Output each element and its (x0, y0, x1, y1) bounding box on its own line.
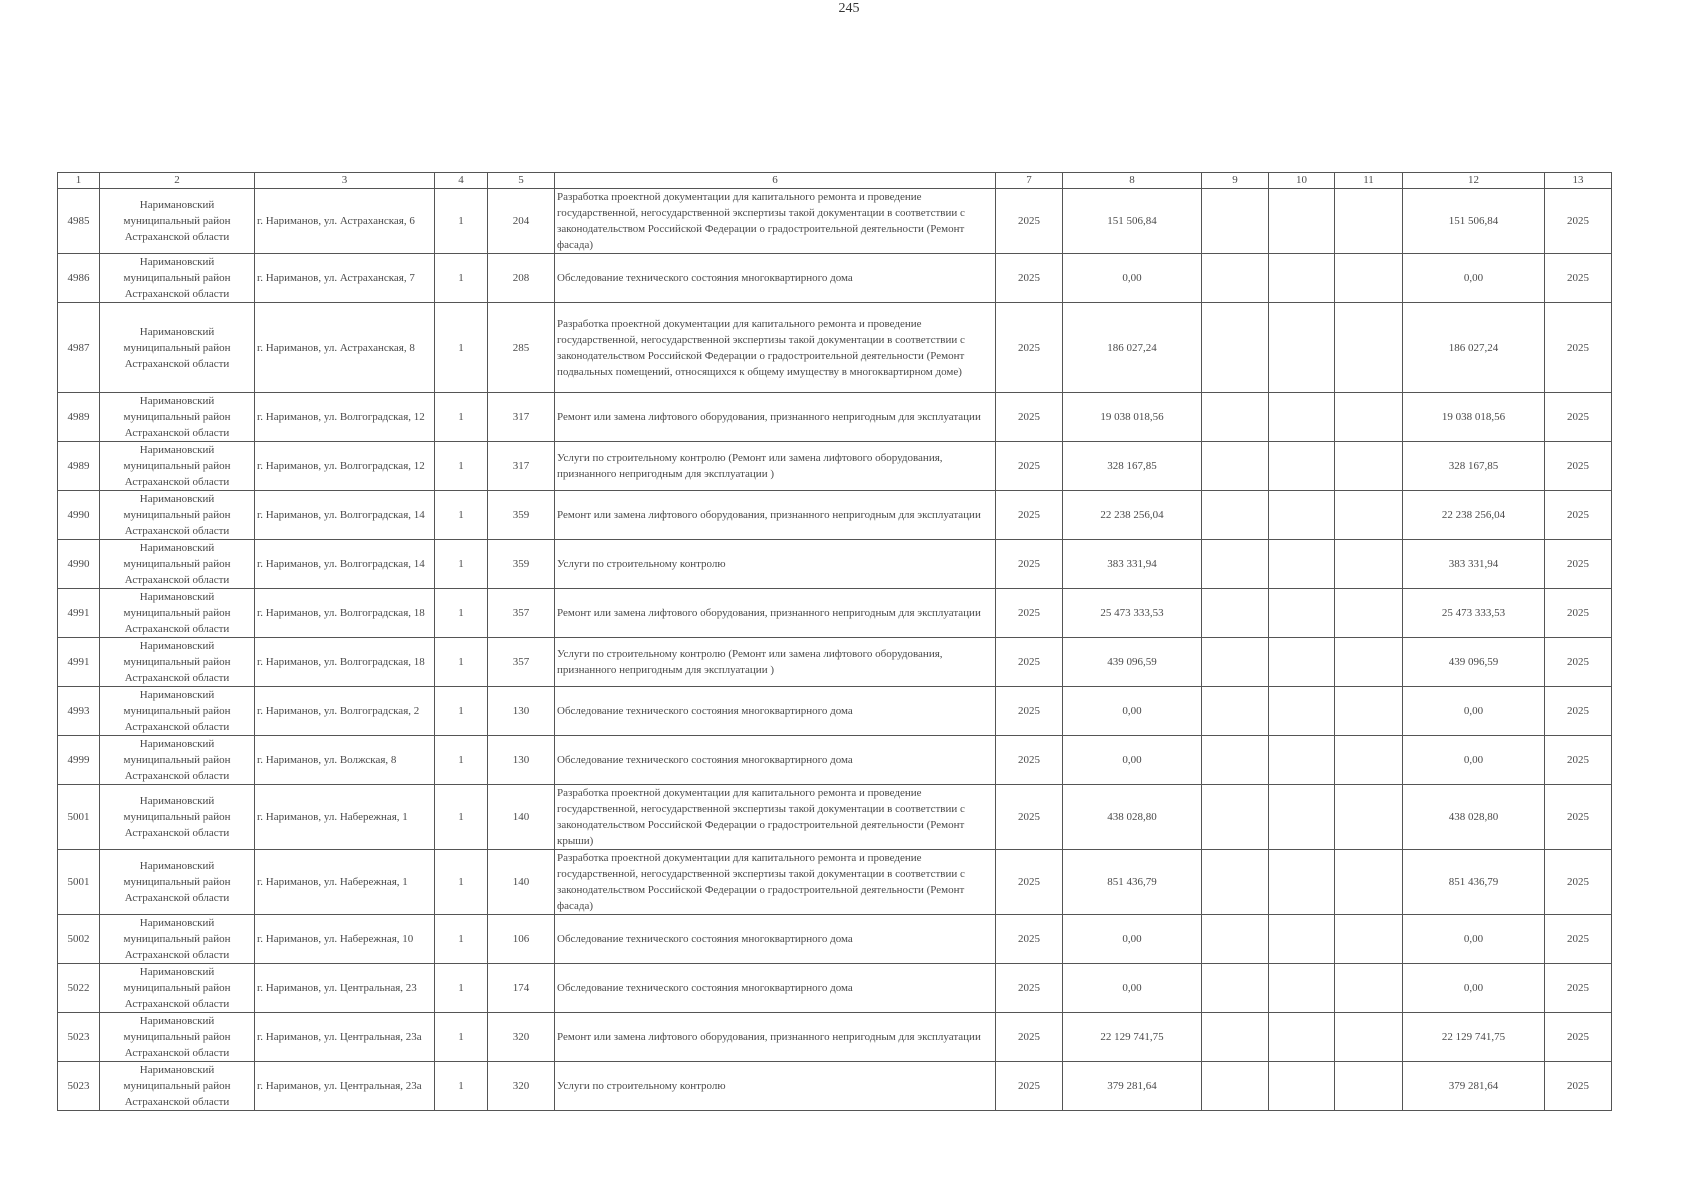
column-header: 11 (1335, 173, 1403, 189)
fund-cost-cell: 19 038 018,56 (1403, 393, 1545, 442)
municipality-cell: Наримановский муниципальный район Астраханской области (100, 1062, 255, 1111)
work-description-cell: Обследование технического состояния многоквартирного дома (555, 687, 996, 736)
planned-year-cell: 2025 (996, 915, 1063, 964)
planned-year-cell: 2025 (996, 1062, 1063, 1111)
work-description-cell: Ремонт или замена лифтового оборудования, признанного непригодным для эксплуатации (555, 393, 996, 442)
planned-year-cell: 2025 (996, 589, 1063, 638)
address-cell: г. Нариманов, ул. Волгоградская, 12 (255, 393, 435, 442)
column-header: 12 (1403, 173, 1545, 189)
column-11-value-cell (1335, 687, 1403, 736)
column-9-value-cell (1202, 850, 1269, 915)
completion-year-cell: 2025 (1545, 687, 1612, 736)
table-row (58, 540, 1612, 589)
record-number-cell: 4993 (58, 687, 100, 736)
column-9-value-cell (1202, 491, 1269, 540)
column-11-value-cell (1335, 589, 1403, 638)
fund-cost-cell: 22 129 741,75 (1403, 1013, 1545, 1062)
municipality-cell: Наримановский муниципальный район Астраханской области (100, 915, 255, 964)
municipality-cell: Наримановский муниципальный район Астраханской области (100, 393, 255, 442)
work-code-cell: 357 (488, 589, 555, 638)
address-cell: г. Нариманов, ул. Центральная, 23а (255, 1062, 435, 1111)
work-type-code-cell: 1 (435, 189, 488, 254)
column-10-value-cell (1269, 442, 1335, 491)
work-code-cell: 359 (488, 540, 555, 589)
record-number-cell: 4990 (58, 491, 100, 540)
column-11-value-cell (1335, 915, 1403, 964)
record-number-cell: 4989 (58, 393, 100, 442)
planned-year-cell: 2025 (996, 442, 1063, 491)
total-cost-cell: 0,00 (1063, 687, 1202, 736)
column-9-value-cell (1202, 254, 1269, 303)
column-10-value-cell (1269, 1062, 1335, 1111)
work-description-cell: Разработка проектной документации для капитального ремонта и проведение государственной, негосударственной экспертизы такой документации в соответствии с законодательством Российской Федерации о градостроительной деятельности (Ремонт фасада) (555, 850, 996, 915)
column-9-value-cell (1202, 540, 1269, 589)
record-number-cell: 4987 (58, 303, 100, 393)
record-number-cell: 5022 (58, 964, 100, 1013)
work-description-cell: Ремонт или замена лифтового оборудования, признанного непригодным для эксплуатации (555, 1013, 996, 1062)
work-code-cell: 140 (488, 850, 555, 915)
record-number-cell: 4990 (58, 540, 100, 589)
column-9-value-cell (1202, 736, 1269, 785)
column-header: 1 (58, 173, 100, 189)
planned-year-cell: 2025 (996, 850, 1063, 915)
column-header: 6 (555, 173, 996, 189)
planned-year-cell: 2025 (996, 393, 1063, 442)
column-header: 9 (1202, 173, 1269, 189)
work-type-code-cell: 1 (435, 850, 488, 915)
municipality-cell: Наримановский муниципальный район Астраханской области (100, 254, 255, 303)
completion-year-cell: 2025 (1545, 1062, 1612, 1111)
column-11-value-cell (1335, 540, 1403, 589)
table-row (58, 491, 1612, 540)
work-type-code-cell: 1 (435, 915, 488, 964)
column-10-value-cell (1269, 491, 1335, 540)
column-header: 2 (100, 173, 255, 189)
completion-year-cell: 2025 (1545, 964, 1612, 1013)
record-number-cell: 5023 (58, 1062, 100, 1111)
municipality-cell: Наримановский муниципальный район Астраханской области (100, 491, 255, 540)
work-code-cell: 130 (488, 687, 555, 736)
completion-year-cell: 2025 (1545, 736, 1612, 785)
total-cost-cell: 22 238 256,04 (1063, 491, 1202, 540)
fund-cost-cell: 0,00 (1403, 254, 1545, 303)
table-row (58, 915, 1612, 964)
fund-cost-cell: 439 096,59 (1403, 638, 1545, 687)
planned-year-cell: 2025 (996, 303, 1063, 393)
column-9-value-cell (1202, 442, 1269, 491)
address-cell: г. Нариманов, ул. Волгоградская, 2 (255, 687, 435, 736)
work-code-cell: 140 (488, 785, 555, 850)
table-row (58, 589, 1612, 638)
record-number-cell: 5023 (58, 1013, 100, 1062)
record-number-cell: 4985 (58, 189, 100, 254)
table-row (58, 638, 1612, 687)
table-row (58, 393, 1612, 442)
address-cell: г. Нариманов, ул. Астраханская, 7 (255, 254, 435, 303)
fund-cost-cell: 851 436,79 (1403, 850, 1545, 915)
work-description-cell: Услуги по строительному контролю (555, 1062, 996, 1111)
work-description-cell: Разработка проектной документации для капитального ремонта и проведение государственной, негосударственной экспертизы такой документации в соответствии с законодательством Российской Федерации о градостроительной деятельности (Ремонт фасада) (555, 189, 996, 254)
address-cell: г. Нариманов, ул. Волгоградская, 18 (255, 589, 435, 638)
table-row (58, 687, 1612, 736)
completion-year-cell: 2025 (1545, 442, 1612, 491)
column-9-value-cell (1202, 915, 1269, 964)
column-9-value-cell (1202, 393, 1269, 442)
planned-year-cell: 2025 (996, 964, 1063, 1013)
record-number-cell: 4991 (58, 638, 100, 687)
column-11-value-cell (1335, 638, 1403, 687)
column-11-value-cell (1335, 254, 1403, 303)
column-10-value-cell (1269, 785, 1335, 850)
work-type-code-cell: 1 (435, 589, 488, 638)
completion-year-cell: 2025 (1545, 785, 1612, 850)
work-code-cell: 320 (488, 1013, 555, 1062)
record-number-cell: 5001 (58, 850, 100, 915)
work-register-table (57, 172, 1612, 1111)
work-description-cell: Услуги по строительному контролю (Ремонт или замена лифтового оборудования, признанного непригодным для эксплуатации ) (555, 442, 996, 491)
column-11-value-cell (1335, 491, 1403, 540)
address-cell: г. Нариманов, ул. Астраханская, 6 (255, 189, 435, 254)
work-code-cell: 130 (488, 736, 555, 785)
table-body (58, 189, 1612, 1111)
work-code-cell: 204 (488, 189, 555, 254)
table-row (58, 442, 1612, 491)
completion-year-cell: 2025 (1545, 915, 1612, 964)
column-11-value-cell (1335, 1062, 1403, 1111)
municipality-cell: Наримановский муниципальный район Астраханской области (100, 540, 255, 589)
total-cost-cell: 0,00 (1063, 964, 1202, 1013)
municipality-cell: Наримановский муниципальный район Астраханской области (100, 189, 255, 254)
total-cost-cell: 439 096,59 (1063, 638, 1202, 687)
table-row (58, 1062, 1612, 1111)
column-header: 5 (488, 173, 555, 189)
column-11-value-cell (1335, 785, 1403, 850)
record-number-cell: 5002 (58, 915, 100, 964)
municipality-cell: Наримановский муниципальный район Астраханской области (100, 687, 255, 736)
work-description-cell: Услуги по строительному контролю (Ремонт или замена лифтового оборудования, признанного непригодным для эксплуатации ) (555, 638, 996, 687)
work-description-cell: Обследование технического состояния многоквартирного дома (555, 964, 996, 1013)
column-9-value-cell (1202, 638, 1269, 687)
column-header: 13 (1545, 173, 1612, 189)
work-description-cell: Обследование технического состояния многоквартирного дома (555, 915, 996, 964)
column-9-value-cell (1202, 964, 1269, 1013)
work-type-code-cell: 1 (435, 540, 488, 589)
fund-cost-cell: 22 238 256,04 (1403, 491, 1545, 540)
column-10-value-cell (1269, 964, 1335, 1013)
total-cost-cell: 851 436,79 (1063, 850, 1202, 915)
completion-year-cell: 2025 (1545, 254, 1612, 303)
work-code-cell: 174 (488, 964, 555, 1013)
work-code-cell: 317 (488, 442, 555, 491)
address-cell: г. Нариманов, ул. Волгоградская, 14 (255, 540, 435, 589)
work-type-code-cell: 1 (435, 687, 488, 736)
total-cost-cell: 22 129 741,75 (1063, 1013, 1202, 1062)
column-9-value-cell (1202, 1013, 1269, 1062)
fund-cost-cell: 25 473 333,53 (1403, 589, 1545, 638)
work-code-cell: 106 (488, 915, 555, 964)
column-10-value-cell (1269, 189, 1335, 254)
work-code-cell: 357 (488, 638, 555, 687)
fund-cost-cell: 379 281,64 (1403, 1062, 1545, 1111)
column-10-value-cell (1269, 736, 1335, 785)
column-10-value-cell (1269, 638, 1335, 687)
column-11-value-cell (1335, 189, 1403, 254)
completion-year-cell: 2025 (1545, 850, 1612, 915)
column-10-value-cell (1269, 540, 1335, 589)
completion-year-cell: 2025 (1545, 638, 1612, 687)
work-type-code-cell: 1 (435, 785, 488, 850)
table-row (58, 785, 1612, 850)
total-cost-cell: 328 167,85 (1063, 442, 1202, 491)
completion-year-cell: 2025 (1545, 589, 1612, 638)
total-cost-cell: 19 038 018,56 (1063, 393, 1202, 442)
column-header: 8 (1063, 173, 1202, 189)
municipality-cell: Наримановский муниципальный район Астраханской области (100, 589, 255, 638)
column-header: 3 (255, 173, 435, 189)
fund-cost-cell: 383 331,94 (1403, 540, 1545, 589)
column-11-value-cell (1335, 303, 1403, 393)
completion-year-cell: 2025 (1545, 491, 1612, 540)
column-9-value-cell (1202, 785, 1269, 850)
fund-cost-cell: 0,00 (1403, 687, 1545, 736)
column-9-value-cell (1202, 687, 1269, 736)
total-cost-cell: 186 027,24 (1063, 303, 1202, 393)
work-code-cell: 359 (488, 491, 555, 540)
total-cost-cell: 151 506,84 (1063, 189, 1202, 254)
work-description-cell: Услуги по строительному контролю (555, 540, 996, 589)
column-10-value-cell (1269, 1013, 1335, 1062)
column-11-value-cell (1335, 736, 1403, 785)
work-description-cell: Обследование технического состояния многоквартирного дома (555, 736, 996, 785)
municipality-cell: Наримановский муниципальный район Астраханской области (100, 303, 255, 393)
planned-year-cell: 2025 (996, 785, 1063, 850)
column-10-value-cell (1269, 687, 1335, 736)
municipality-cell: Наримановский муниципальный район Астраханской области (100, 785, 255, 850)
completion-year-cell: 2025 (1545, 393, 1612, 442)
column-10-value-cell (1269, 393, 1335, 442)
work-type-code-cell: 1 (435, 1062, 488, 1111)
table-row (58, 303, 1612, 393)
work-type-code-cell: 1 (435, 736, 488, 785)
column-10-value-cell (1269, 850, 1335, 915)
work-description-cell: Разработка проектной документации для капитального ремонта и проведение государственной, негосударственной экспертизы такой документации в соответствии с законодательством Российской Федерации о градостроительной деятельности (Ремонт крыши) (555, 785, 996, 850)
header-row (58, 173, 1612, 189)
work-code-cell: 317 (488, 393, 555, 442)
address-cell: г. Нариманов, ул. Волгоградская, 14 (255, 491, 435, 540)
work-type-code-cell: 1 (435, 254, 488, 303)
fund-cost-cell: 438 028,80 (1403, 785, 1545, 850)
address-cell: г. Нариманов, ул. Волжская, 8 (255, 736, 435, 785)
column-11-value-cell (1335, 393, 1403, 442)
column-11-value-cell (1335, 964, 1403, 1013)
planned-year-cell: 2025 (996, 687, 1063, 736)
total-cost-cell: 379 281,64 (1063, 1062, 1202, 1111)
table-row (58, 964, 1612, 1013)
work-code-cell: 285 (488, 303, 555, 393)
column-header: 4 (435, 173, 488, 189)
work-description-cell: Ремонт или замена лифтового оборудования, признанного непригодным для эксплуатации (555, 589, 996, 638)
municipality-cell: Наримановский муниципальный район Астраханской области (100, 850, 255, 915)
column-10-value-cell (1269, 303, 1335, 393)
municipality-cell: Наримановский муниципальный район Астраханской области (100, 1013, 255, 1062)
planned-year-cell: 2025 (996, 189, 1063, 254)
fund-cost-cell: 0,00 (1403, 915, 1545, 964)
table-row (58, 736, 1612, 785)
column-10-value-cell (1269, 589, 1335, 638)
record-number-cell: 4986 (58, 254, 100, 303)
address-cell: г. Нариманов, ул. Волгоградская, 12 (255, 442, 435, 491)
table-row (58, 1013, 1612, 1062)
work-type-code-cell: 1 (435, 1013, 488, 1062)
column-9-value-cell (1202, 1062, 1269, 1111)
planned-year-cell: 2025 (996, 491, 1063, 540)
address-cell: г. Нариманов, ул. Центральная, 23а (255, 1013, 435, 1062)
fund-cost-cell: 0,00 (1403, 736, 1545, 785)
record-number-cell: 4999 (58, 736, 100, 785)
municipality-cell: Наримановский муниципальный район Астраханской области (100, 638, 255, 687)
total-cost-cell: 383 331,94 (1063, 540, 1202, 589)
fund-cost-cell: 0,00 (1403, 964, 1545, 1013)
work-code-cell: 320 (488, 1062, 555, 1111)
address-cell: г. Нариманов, ул. Астраханская, 8 (255, 303, 435, 393)
total-cost-cell: 438 028,80 (1063, 785, 1202, 850)
work-code-cell: 208 (488, 254, 555, 303)
completion-year-cell: 2025 (1545, 540, 1612, 589)
completion-year-cell: 2025 (1545, 303, 1612, 393)
address-cell: г. Нариманов, ул. Набережная, 10 (255, 915, 435, 964)
total-cost-cell: 0,00 (1063, 254, 1202, 303)
completion-year-cell: 2025 (1545, 189, 1612, 254)
address-cell: г. Нариманов, ул. Центральная, 23 (255, 964, 435, 1013)
column-9-value-cell (1202, 303, 1269, 393)
address-cell: г. Нариманов, ул. Волгоградская, 18 (255, 638, 435, 687)
fund-cost-cell: 186 027,24 (1403, 303, 1545, 393)
planned-year-cell: 2025 (996, 638, 1063, 687)
record-number-cell: 4991 (58, 589, 100, 638)
column-9-value-cell (1202, 189, 1269, 254)
total-cost-cell: 0,00 (1063, 736, 1202, 785)
work-type-code-cell: 1 (435, 303, 488, 393)
column-10-value-cell (1269, 254, 1335, 303)
column-11-value-cell (1335, 1013, 1403, 1062)
table-row (58, 850, 1612, 915)
work-type-code-cell: 1 (435, 964, 488, 1013)
municipality-cell: Наримановский муниципальный район Астраханской области (100, 736, 255, 785)
record-number-cell: 4989 (58, 442, 100, 491)
work-type-code-cell: 1 (435, 638, 488, 687)
column-11-value-cell (1335, 442, 1403, 491)
planned-year-cell: 2025 (996, 540, 1063, 589)
work-type-code-cell: 1 (435, 491, 488, 540)
record-number-cell: 5001 (58, 785, 100, 850)
page-number: 245 (838, 1, 860, 16)
column-9-value-cell (1202, 589, 1269, 638)
address-cell: г. Нариманов, ул. Набережная, 1 (255, 850, 435, 915)
fund-cost-cell: 151 506,84 (1403, 189, 1545, 254)
column-11-value-cell (1335, 850, 1403, 915)
total-cost-cell: 0,00 (1063, 915, 1202, 964)
table-row (58, 254, 1612, 303)
work-type-code-cell: 1 (435, 393, 488, 442)
work-description-cell: Ремонт или замена лифтового оборудования, признанного непригодным для эксплуатации (555, 491, 996, 540)
completion-year-cell: 2025 (1545, 1013, 1612, 1062)
work-type-code-cell: 1 (435, 442, 488, 491)
column-10-value-cell (1269, 915, 1335, 964)
address-cell: г. Нариманов, ул. Набережная, 1 (255, 785, 435, 850)
municipality-cell: Наримановский муниципальный район Астраханской области (100, 442, 255, 491)
fund-cost-cell: 328 167,85 (1403, 442, 1545, 491)
planned-year-cell: 2025 (996, 1013, 1063, 1062)
column-header: 10 (1269, 173, 1335, 189)
work-description-cell: Обследование технического состояния многоквартирного дома (555, 254, 996, 303)
total-cost-cell: 25 473 333,53 (1063, 589, 1202, 638)
planned-year-cell: 2025 (996, 736, 1063, 785)
planned-year-cell: 2025 (996, 254, 1063, 303)
table-row (58, 189, 1612, 254)
column-header: 7 (996, 173, 1063, 189)
municipality-cell: Наримановский муниципальный район Астраханской области (100, 964, 255, 1013)
work-description-cell: Разработка проектной документации для капитального ремонта и проведение государственной, негосударственной экспертизы такой документации в соответствии с законодательством Российской Федерации о градостроительной деятельности (Ремонт подвальных помещений, относящихся к общему имуществу в многоквартирном доме) (555, 303, 996, 393)
